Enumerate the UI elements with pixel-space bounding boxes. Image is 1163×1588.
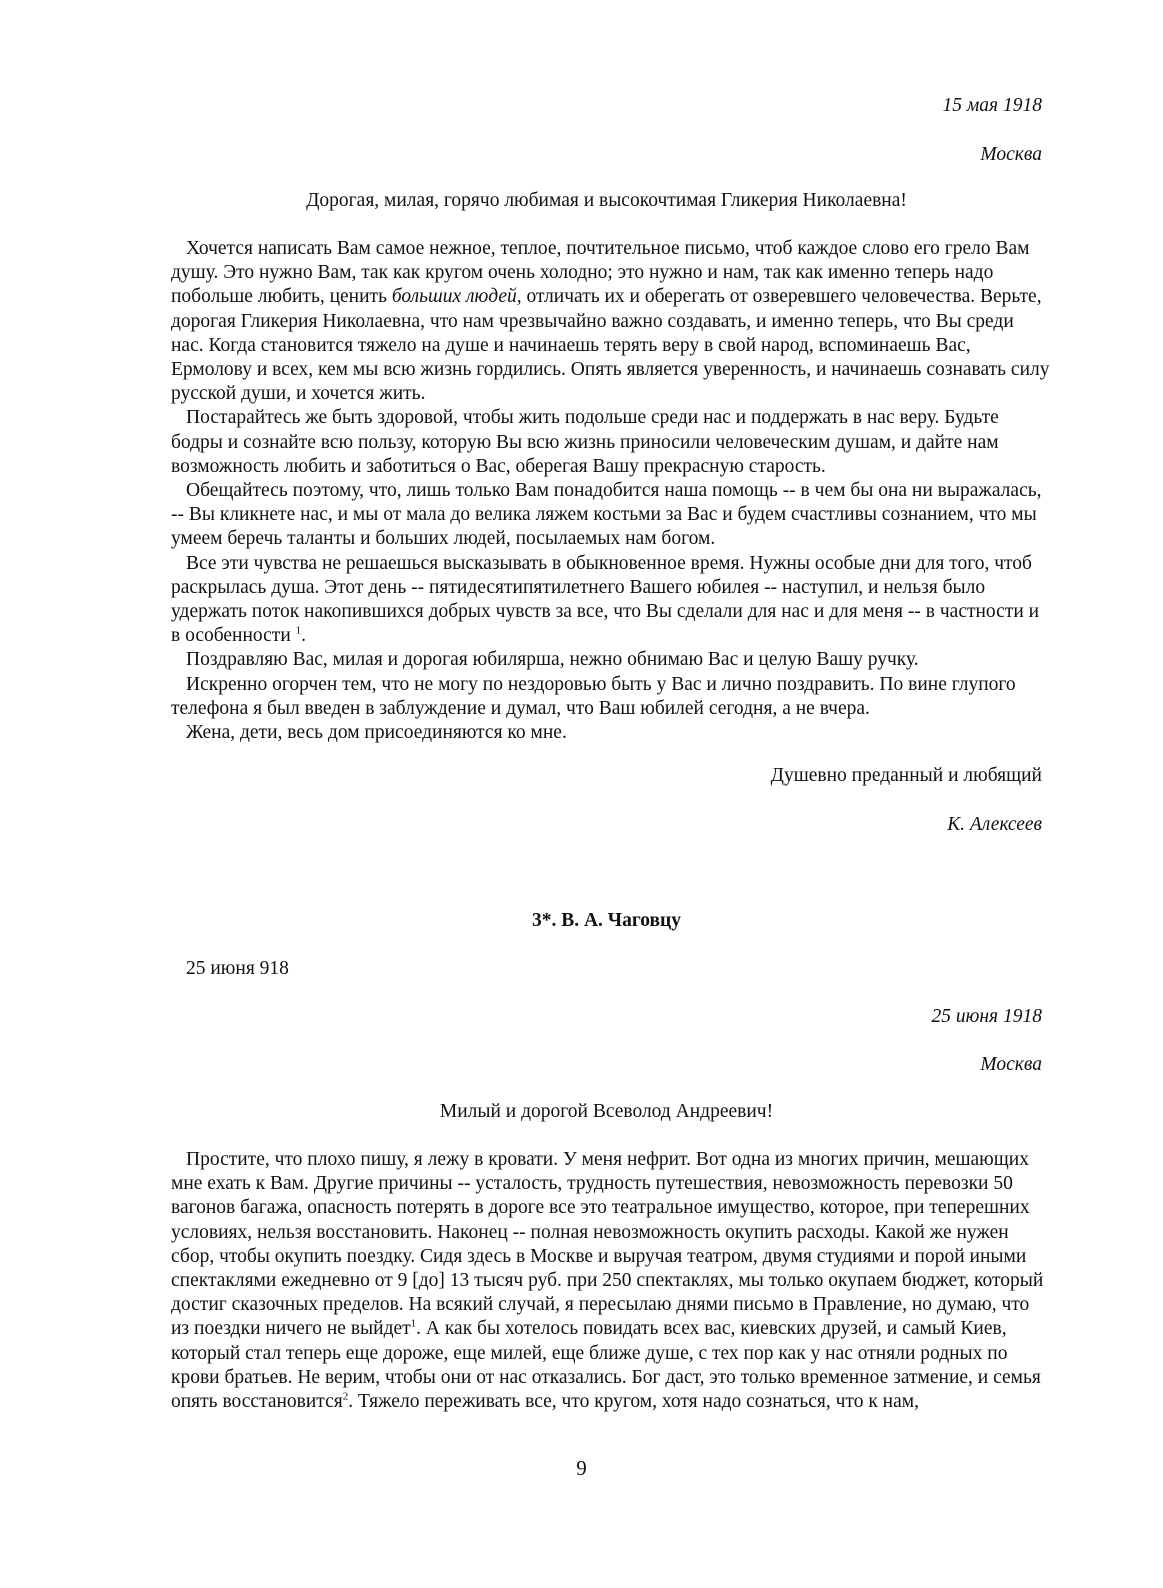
- letter1-p1-emphasis: больших людей,: [391, 286, 522, 308]
- letter1-p1-text-a: Хочется написать Вам самое нежное, теплое, почтительное письмо, чтоб каждое слово его грело Вам душу. Это нужно Вам, так как кругом очень холодно; это нужно и нам, так как именно теперь надо побольше любить, ценить: [171, 238, 1030, 308]
- letter2-p1-text-a: Простите, что плохо пишу, я лежу в кровати. У меня нефрит. Вот одна из многих причин, мешающих мне ехать к Вам. Другие причины -- усталость, трудность путешествия, невозможность перевозки 50 вагонов багажа, опасность потерять в дороге все это театральное имущество, которое, при теперешних условиях, нельзя восстановить. Наконец -- полная невозможность окупить расходы. Какой же нужен сбор, чтобы окупить поездку. Сидя здесь в Москве и выручая театром, двумя студиями и порой иными спектаклями ежедневно от 9 [до] 13 тысяч руб. при 250 спектаклях, мы только окупаем бюджет, который достиг сказочных пределов. На всякий случай, я пересылаю днями письмо в Правление, но думаю, что из поездки ничего не выйдет: [171, 1149, 1044, 1340]
- letter1-signature: К. Алексеев: [947, 814, 1042, 835]
- letter1-paragraph: Искренно огорчен тем, что не могу по нездоровью быть у Вас и лично поздравить. По вине глупого телефона я был введен в заблуждение и думал, что Ваш юбилей сегодня, а не вчера.: [171, 673, 1016, 719]
- letter1-paragraph: [171, 237, 1051, 406]
- letter2-p1-text-c: . Тяжело переживать все, что кругом, хотя надо сознаться, что к нам,: [348, 1391, 919, 1413]
- letter1-paragraph: Поздравляю Вас, милая и дорогая юбилярша, нежно обнимаю Вас и целую Вашу ручку.: [186, 649, 919, 671]
- letter1-body: [171, 237, 1051, 745]
- letter1-date: 15 мая 1918: [942, 95, 1042, 116]
- letter2-paragraph: [171, 1148, 1051, 1414]
- letter2-heading: 3*. В. А. Чаговцу: [531, 910, 682, 931]
- letter2-salutation: Милый и дорогой Всеволод Андреевич!: [439, 1101, 774, 1122]
- letter1-salutation: Дорогая, милая, горячо любимая и высокочтимая Гликерия Николаевна!: [306, 190, 907, 211]
- letter1-p4-text: Все эти чувства не решаешься высказывать в обыкновенное время. Нужны особые дни для того, чтоб раскрылась душа. Этот день -- пятидесятипятилетнего Вашего юбилея -- наступил, и нельзя было удержать поток накопившихся добрых чувств за все, что Вы сделали для нас и для меня -- в частности и в особенности: [171, 552, 1040, 647]
- letter2-p1-text-b: . А как бы хотелось повидать всех вас, киевских друзей, и самый Киев, который стал теперь еще дороже, еще милей, еще ближе душе, с тех пор как у нас отняли родных по крови братьев. Не верим, чтобы они от нас отказались. Бог даст, это только временное затмение, и семья опять восстановится: [171, 1318, 1041, 1413]
- letter2-place: Москва: [980, 1054, 1042, 1075]
- letter1-closing: Душевно преданный и любящий: [770, 765, 1042, 786]
- letter2-original-date: [171, 957, 1051, 981]
- footnote-marker: 1: [410, 1317, 417, 1330]
- letter1-paragraph: Жена, дети, весь дом присоединяются ко мне.: [186, 722, 567, 744]
- letter2-body: [171, 1148, 1051, 1414]
- page-number: 9: [576, 1456, 587, 1480]
- letter1-paragraph: Постарайтесь же быть здоровой, чтобы жить подольше среди нас и поддержать в нас веру. Будьте бодры и сознайте всю пользу, которую Вы всю жизнь приносили человеческим душам, и дайте нам возможность любить и заботиться о Вас, оберегая Вашу прекрасную старость.: [171, 407, 999, 477]
- letter1-paragraph: Обещайтесь поэтому, что, лишь только Вам понадобится наша помощь -- в чем бы она ни выражалась, -- Вы кликнете нас, и мы от мала до велика ляжем костьми за Вас и будем счастливы сознанием, что мы умеем беречь таланты и больших людей, посылаемых нам богом.: [171, 480, 1042, 550]
- letter1-p1-text-b: отличать их и оберегать от озверевшего человечества. Верьте, дорогая Гликерия Николаевна, что нам чрезвычайно важно создавать, и именно теперь, что Вы среди нас. Когда становится тяжело на душе и начинаешь терять веру в свой народ, вспоминаешь Вас, Ермолову и всех, кем мы всю жизнь гордились. Опять является уверенность, и начинаешь сознавать силу русской души, и хочется жить.: [171, 286, 1050, 405]
- footnote-marker: 1: [295, 624, 302, 637]
- original-date-text: 25 июня 918: [186, 958, 289, 979]
- letter1-p4-end: .: [301, 625, 307, 647]
- letter2-date: 25 июня 1918: [931, 1006, 1042, 1027]
- footnote-marker: 2: [342, 1390, 349, 1403]
- letter1-paragraph: [171, 552, 1051, 649]
- letter1-place: Москва: [980, 144, 1042, 165]
